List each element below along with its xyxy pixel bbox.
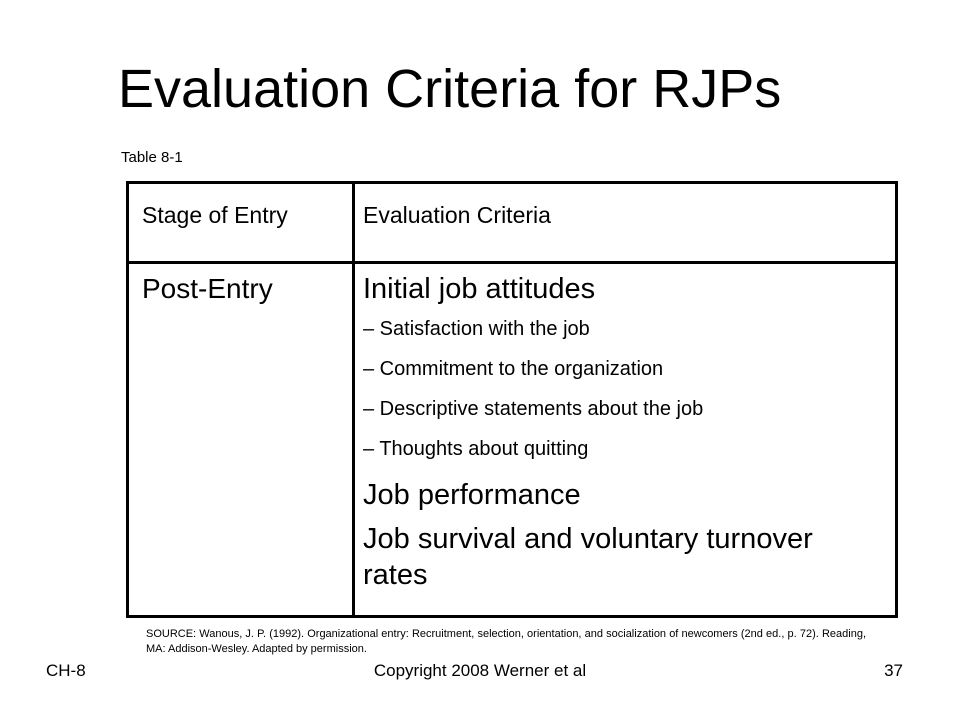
criterion-initial-job-attitudes: Initial job attitudes (363, 273, 596, 305)
criterion-job-survival: Job survival and voluntary turnover rates (363, 523, 813, 591)
footer-copyright: Copyright 2008 Werner et al (373, 661, 587, 680)
evaluation-criteria-table (126, 181, 898, 618)
subcriterion-commitment: – Commitment to the organization (363, 358, 664, 380)
footer-page-number: 37 (884, 661, 903, 680)
criteria-cell (363, 271, 883, 593)
header-evaluation-criteria: Evaluation Criteria (363, 202, 551, 228)
subcriterion-thoughts-about-quitting: – Thoughts about quitting (363, 438, 589, 460)
source-citation: SOURCE: Wanous, J. P. (1992). Organizational entry: Recruitment, selection, orientation, and socialization of newcomers (2nd ed., p. 72). Reading, MA: Addison-Wesley. Adapted by permission. (146, 628, 866, 655)
slide-title: Evaluation Criteria for RJPs (118, 59, 782, 119)
subcriterion-descriptive-statements: – Descriptive statements about the job (363, 398, 704, 420)
subcriterion-satisfaction: – Satisfaction with the job (363, 318, 590, 340)
row-divider (129, 261, 895, 264)
table-caption: Table 8-1 (121, 149, 183, 166)
stage-cell-post-entry: Post-Entry (142, 273, 273, 304)
criterion-job-performance: Job performance (363, 479, 581, 511)
footer-chapter: CH-8 (46, 661, 86, 680)
header-stage-of-entry: Stage of Entry (142, 202, 288, 228)
column-divider (352, 184, 355, 615)
